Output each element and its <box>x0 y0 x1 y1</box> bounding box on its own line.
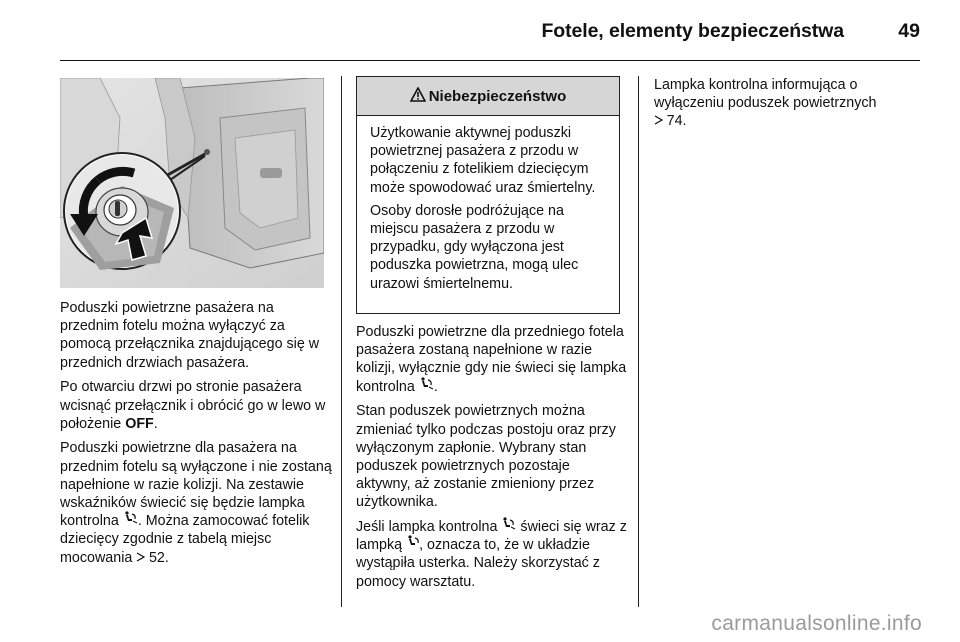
danger-warning-box <box>356 76 620 314</box>
header-divider <box>60 60 920 61</box>
paragraph-text: Poduszki powietrzne dla pasażera na przednim fotelu są wyłączone i nie zostaną napełnione w razie kolizji. Na zestawie wskaźników świecić się będzie lampka kontrolna <box>60 440 332 530</box>
paragraph-text: Lampka kontrolna informująca o wyłączeniu poduszek powietrznych <box>654 77 877 112</box>
paragraph-text: . Można zamocować fotelik dziecięcy zgodnie z tabelą miejsc mocowania <box>60 513 310 566</box>
warning-body <box>357 116 619 293</box>
airbag-off-lamp-icon <box>501 517 516 535</box>
page-reference-icon[interactable] <box>654 113 667 128</box>
paragraph <box>356 323 628 396</box>
paragraph-text: Po otwarciu drzwi po stronie pasażera wcisnąć przełącznik i obrócić go w lewo w położenie <box>60 379 326 432</box>
paragraph: Poduszki powietrzne pasażera na przednim fotelu można wyłączyć za pomocą przełącznika znajdującego się w przednich drzwiach pasażera. <box>60 300 320 371</box>
airbag-off-lamp-icon <box>123 511 138 529</box>
text-column-2 <box>356 323 628 597</box>
airbag-off-lamp-icon <box>419 377 434 395</box>
airbag-lamp-icon <box>406 535 419 553</box>
page-reference-icon[interactable] <box>136 550 149 565</box>
warning-paragraph: Osoby dorosłe podróżujące na miejscu pasażera z przodu w przypadku, gdy wyłączona jest poduszka powietrzna, mogą ulec urazowi śmiertelnemu. <box>370 202 579 292</box>
column-divider-1 <box>341 76 342 607</box>
page-reference-link[interactable]: 52. <box>148 549 169 566</box>
airbag-switch-illustration <box>60 78 324 288</box>
paragraph <box>60 439 332 566</box>
site-watermark: carmanualsonline.info <box>711 612 922 635</box>
warning-title: Niebezpieczeństwo <box>428 87 567 105</box>
paragraph <box>654 76 924 131</box>
text-column-3 <box>654 76 924 137</box>
paragraph-text: Poduszki powietrzne dla przedniego fotela pasażera zostaną napełnione w razie kolizji, wyłącznie gdy nie świeci się lampka kontrolna <box>356 324 627 395</box>
warning-triangle-icon <box>410 87 429 106</box>
paragraph-text: świeci się wraz z lampką <box>356 519 627 554</box>
paragraph <box>60 378 332 433</box>
paragraph-end: . <box>153 415 158 432</box>
paragraph-text: , oznacza to, że w układzie wystąpiła usterka. Należy skorzystać z pomocy warsztatu. <box>356 537 600 590</box>
page-reference-link[interactable]: 74. <box>666 113 687 130</box>
paragraph: Stan poduszek powietrznych można zmieniać tylko podczas postoju oraz przy wyłączonym zapłonie. Wybrany stan poduszek powietrznych pozostaje aktywny, aż zostanie zmieniony przez użytkownika. <box>356 403 616 511</box>
off-position-label: OFF <box>125 415 154 432</box>
column-divider-2 <box>638 76 639 607</box>
paragraph-end: . <box>433 378 438 395</box>
warning-paragraph: Użytkowanie aktywnej poduszki powietrznej pasażera z przodu w połączeniu z fotelikiem dziecięcym może spowodować uraz śmiertelny. <box>370 125 596 196</box>
page-number: 49 <box>898 20 920 42</box>
warning-header <box>357 77 619 116</box>
paragraph <box>356 518 628 591</box>
paragraph-text: Jeśli lampka kontrolna <box>356 519 498 536</box>
page-header-title: Fotele, elementy bezpieczeństwa <box>541 20 844 42</box>
text-column-1 <box>60 299 332 573</box>
